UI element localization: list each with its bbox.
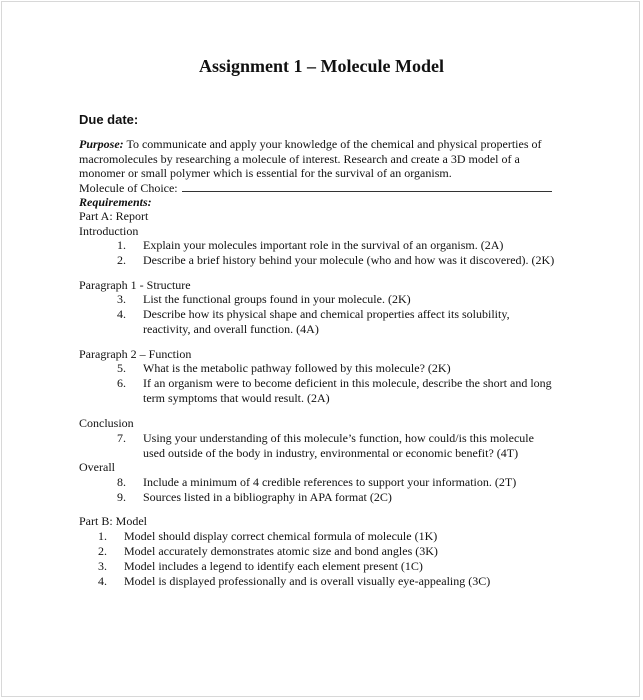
due-date-label: Due date: [79,112,139,127]
part-a-heading: Part A: Report [79,209,149,223]
molecule-choice-blank [182,181,552,192]
paragraph-2-heading: Paragraph 2 – Function [79,347,192,361]
purpose-label: Purpose: [79,137,124,151]
list-item: 2. Model accurately demonstrates atomic size and bond angles (3K) [98,544,438,558]
requirements-heading: Requirements: [79,195,152,209]
page-title: Assignment 1 – Molecule Model [199,56,444,76]
conclusion-heading: Conclusion [79,416,134,430]
list-item: 7. Using your understanding of this molecule’s function, how could/is this molecule used outside of the body in industry, environmental or economic benefit? (4T) [117,431,534,460]
purpose-paragraph [79,137,569,195]
molecule-choice-row [79,181,569,196]
list-item: 5. What is the metabolic pathway followed by this molecule? (2K) [117,361,451,375]
list-item: 6. If an organism were to become deficient in this molecule, describe the short and long term symptoms that would result. (2A) [117,376,552,405]
list-item: 4. Model is displayed professionally and is overall visually eye-appealing (3C) [98,574,491,588]
list-item: 3. Model includes a legend to identify each element present (1C) [98,559,423,573]
list-item: 8. Include a minimum of 4 credible references to support your information. (2T) [117,475,517,489]
purpose-line-2: macromolecules by researching a molecule of interest. Research and create a 3D model of a [79,151,520,166]
purpose-line-3: monomer or small polymer which is essential for the survival of an organism. [79,166,452,181]
molecule-choice-label: Molecule of Choice: [79,180,178,195]
paragraph-1-heading: Paragraph 1 - Structure [79,278,191,292]
overall-heading: Overall [79,460,115,474]
introduction-heading: Introduction [79,224,139,238]
part-b-heading: Part B: Model [79,514,147,528]
list-item: 9. Sources listed in a bibliography in APA format (2C) [117,490,392,504]
list-item: 1. Model should display correct chemical formula of molecule (1K) [98,529,438,543]
list-item: 4. Describe how its physical shape and chemical properties affect its solubility, reactivity, and overall function. (4A) [117,307,510,336]
purpose-line-1: To communicate and apply your knowledge of the chemical and physical properties of [123,137,542,151]
list-item: 2. Describe a brief history behind your molecule (who and how was it discovered). (2K) [117,253,555,267]
list-item: 1. Explain your molecules important role in the survival of an organism. (2A) [117,238,504,252]
list-item: 3. List the functional groups found in your molecule. (2K) [117,292,411,306]
